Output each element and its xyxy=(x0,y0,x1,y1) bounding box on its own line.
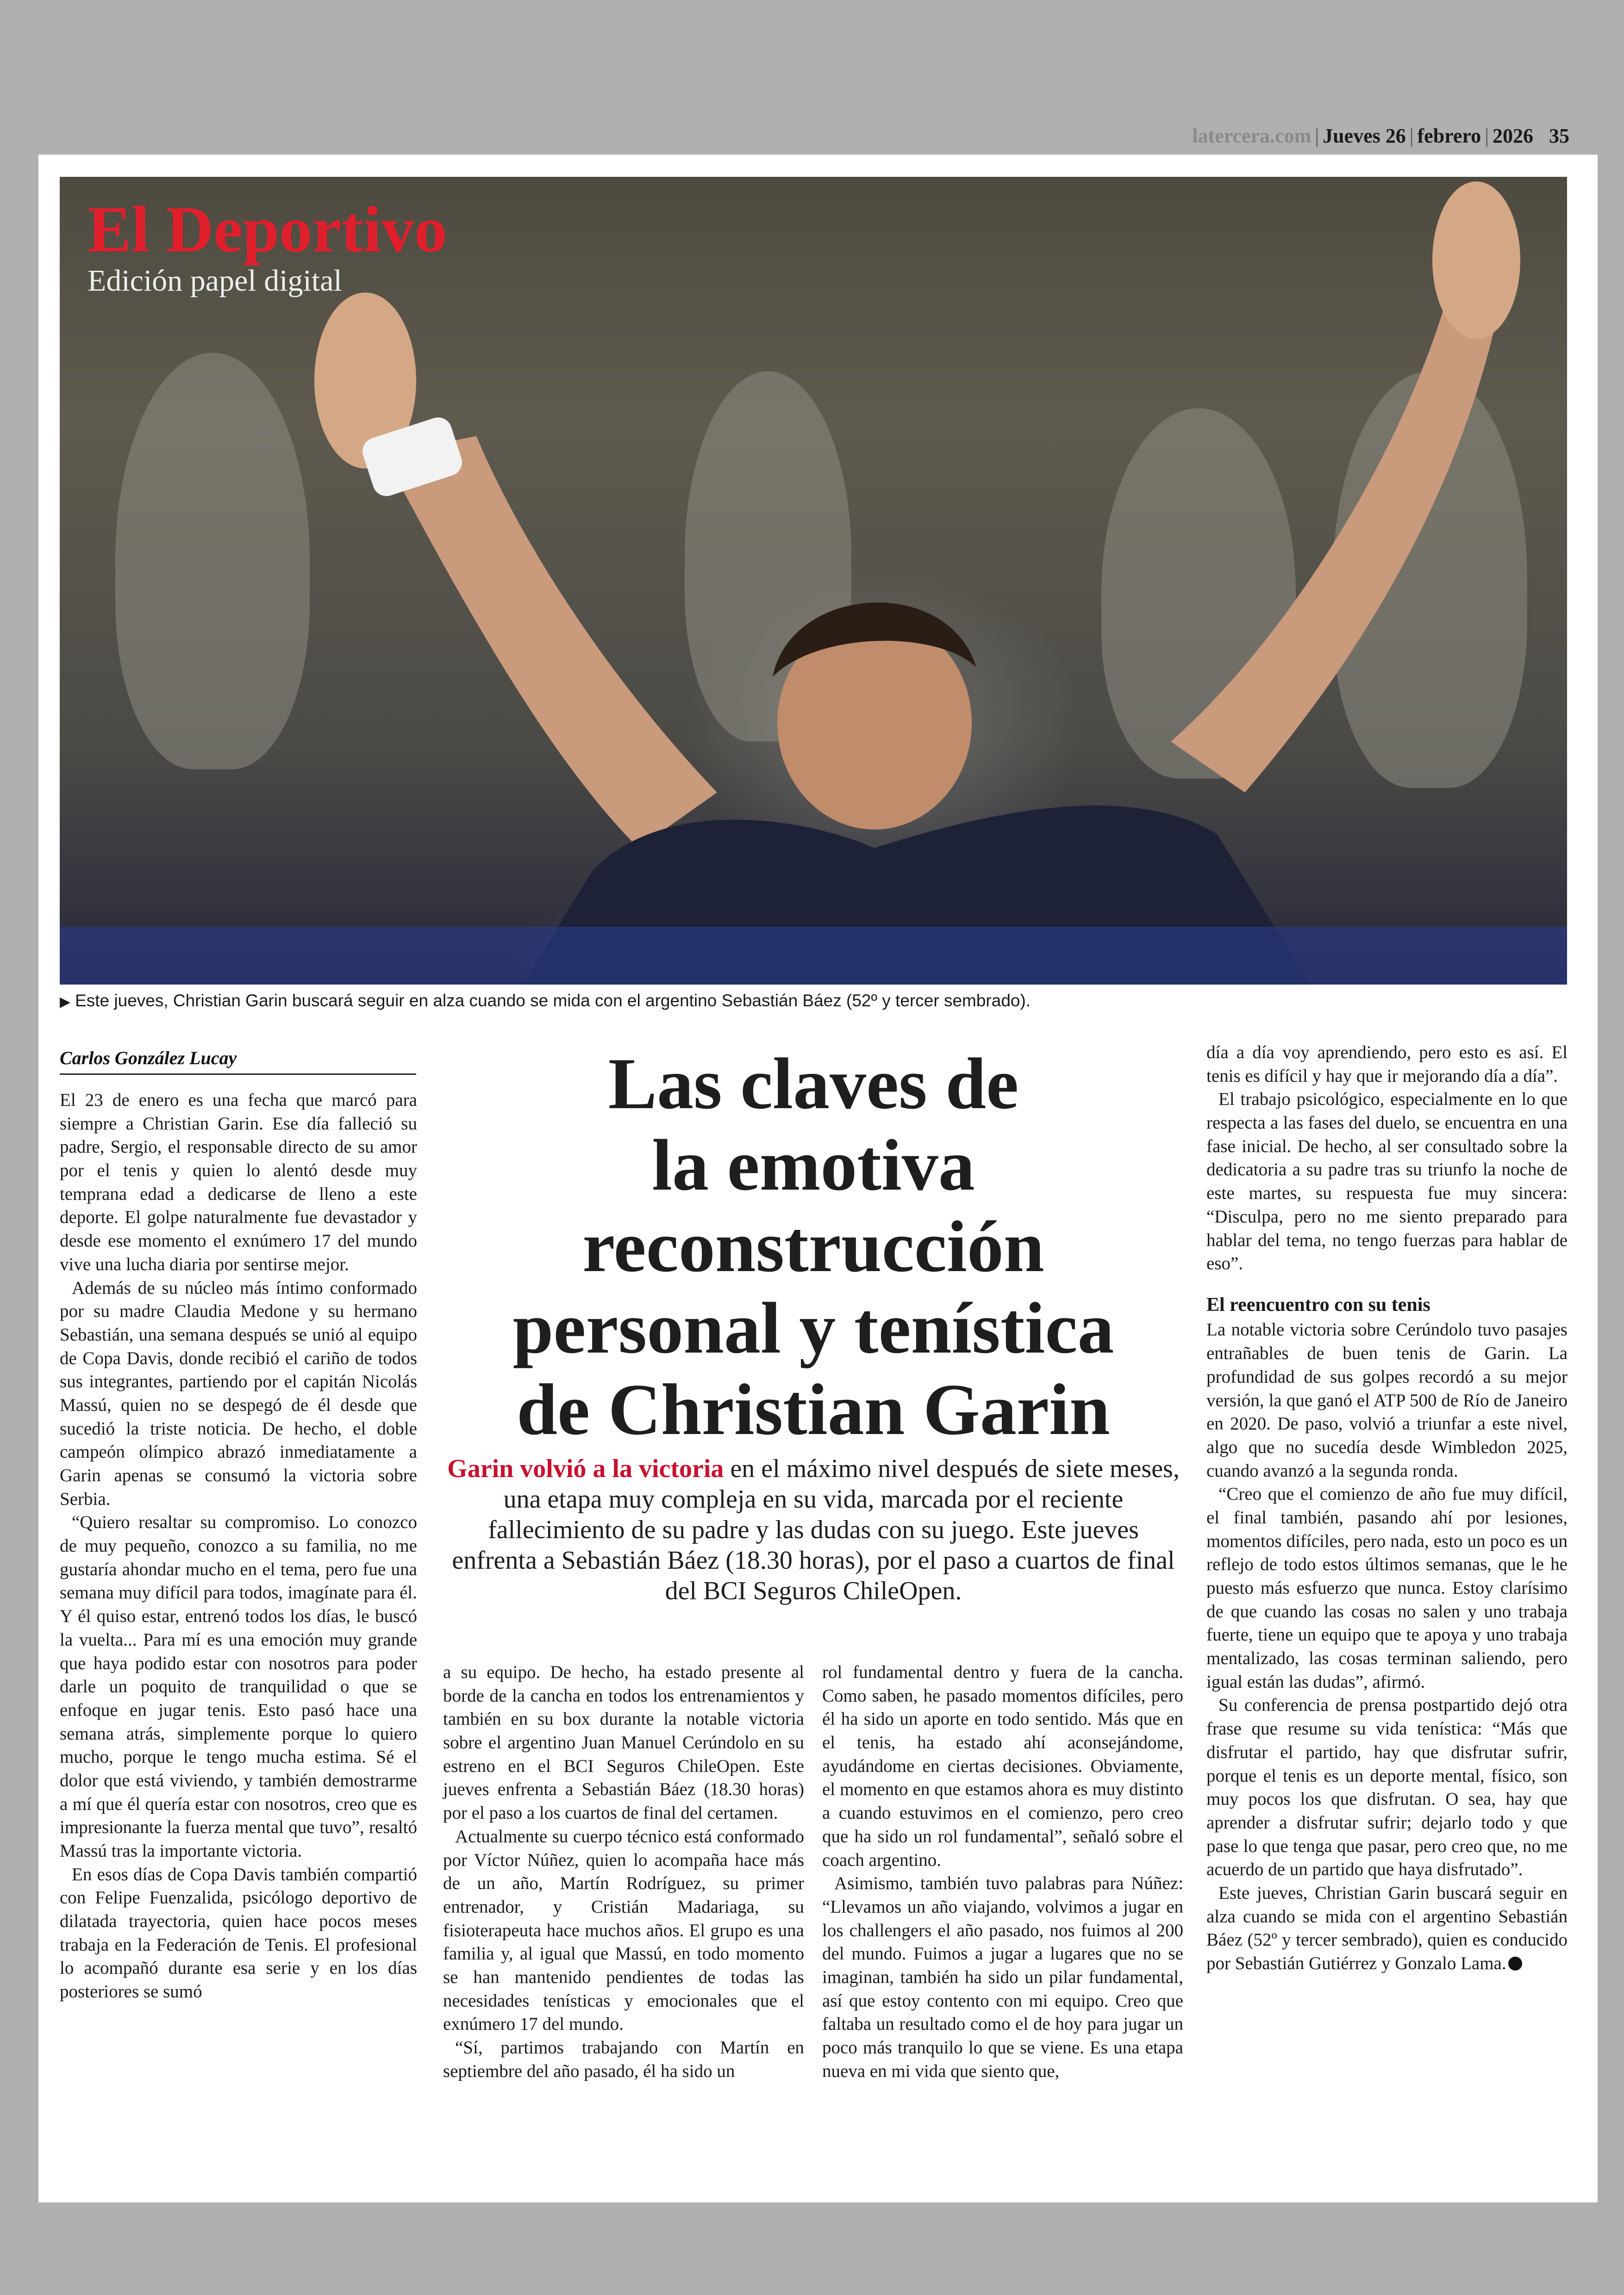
paragraph: Actualmente su cuerpo técnico está conformado por Víctor Núñez, quien lo acompaña hace más de un año, Martín Rodríguez, su primer entrenador, y Cristián Madariaga, su fisioterapeuta hace muchos años. El grupo es una familia y, al igual que Massú, en todo momento se han mantenido pendientes de todas las necesidades tenísticas y emocionales que el exnúmero 17 del mundo. xyxy=(443,1826,804,2034)
caption-text: Este jueves, Christian Garin buscará seguir en alza cuando se mida con el argentino Sebastián Báez (52º y tercer sembrado). xyxy=(75,991,1031,1010)
folio-year: 2026 xyxy=(1493,125,1533,147)
folio-month: febrero xyxy=(1417,125,1481,147)
page-number: 35 xyxy=(1549,125,1569,147)
paragraph: Además de su núcleo más íntimo conformado por su madre Claudia Medone y su hermano Sebastián, una semana después se unió al equipo de Copa Davis, donde recibió el cariño de todos sus integrantes, partiendo por el capitán Nicolás Massú, quien no se despegó de él desde que sucedió la triste noticia. De hecho, el doble campeón olímpico abrazó inmediatamente a Garin apenas se consumó la victoria sobre Serbia. xyxy=(60,1278,417,1509)
dek-text: en el máximo nivel después de siete meses, una etapa muy compleja en su vida, marcada por el reciente fallecimiento de su padre y las dudas con su juego. Este jueves enfrenta a Sebastián Báez (18.30 horas), por el paso a cuartos de final del BCI Seguros ChileOpen. xyxy=(452,1454,1180,1605)
section-subhead: El reencuentro con su tenis xyxy=(1206,1294,1430,1316)
headline-line: personal y tenística xyxy=(512,1288,1114,1369)
paragraph xyxy=(1206,1882,1568,1976)
article-column-2 xyxy=(443,1661,804,2170)
byline: Carlos González Lucay xyxy=(60,1047,416,1075)
paragraph: “Sí, partimos trabajando con Martín en septiembre del año pasado, él ha sido un xyxy=(443,2038,804,2081)
paragraph: a su equipo. De hecho, ha estado presente al borde de la cancha en todos los entrenamientos y también en su box durante la notable victoria sobre el argentino Juan Manuel Cerúndolo en su estreno en el BCI Seguros ChileOpen. Este jueves enfrenta a Sebastián Báez (18.30 horas) por el paso a los cuartos de final del certamen. xyxy=(443,1662,804,1823)
caption-arrow-icon: ▶ xyxy=(60,994,71,1010)
headline-line: la emotiva xyxy=(652,1125,975,1206)
headline-line: reconstrucción xyxy=(582,1206,1044,1287)
paragraph: “Creo que el comienzo de año fue muy difícil, el final también, pasando ahí por lesiones, momentos difíciles, pero nada, esto un poco es un reflejo de todo estos últimos semanas, que le he puesto más esfuerzo que nunca. Estoy clarísimo de que cuando las cosas no salen y uno trabaja fuerte, tiene un equipo que te apoya y uno trabaja mentalizado, las cosas terminan saliendo, pero igual están las dudas”, afirmó. xyxy=(1206,1484,1568,1692)
paragraph: La notable victoria sobre Cerúndolo tuvo pasajes entrañables de buen tenis de Garin. La profundidad de sus golpes recordó a su mejor versión, la que ganó el ATP 500 de Río de Janeiro en 2020. De paso, volvió a triunfar a este nivel, algo que no sucedía desde Wimbledon 2025, cuando avanzó a la segunda ronda. xyxy=(1206,1320,1568,1481)
newspaper-page xyxy=(38,155,1598,2202)
headline-line: de Christian Garin xyxy=(517,1369,1110,1450)
headline xyxy=(443,1043,1184,1451)
folio-separator: | xyxy=(1315,125,1319,147)
player-silhouette xyxy=(60,177,1567,985)
paragraph: rol fundamental dentro y fuera de la cancha. Como saben, he pasado momentos difíciles, pero él ha sido un aporte en todo sentido. Más que en el tenis, ha estado ahí aconsejándome, ayudándome en ciertas decisiones. Obviamente, el momento en que estamos ahora es muy distinto a cuando estuvimos en el comienzo, pero creo que ha sido un rol fundamental”, señaló sobre el coach argentino. xyxy=(822,1662,1183,1870)
brand-subtitle: Edición papel digital xyxy=(87,264,342,298)
article-column-3 xyxy=(822,1661,1183,2170)
paragraph: día a día voy aprendiendo, pero esto es así. El tenis es difícil y hay que ir mejorando día a día”. xyxy=(1206,1042,1568,1086)
article-dek xyxy=(443,1453,1184,1606)
brand-name: El Deportivo xyxy=(87,193,447,266)
paragraph: En esos días de Copa Davis también compartió con Felipe Fuenzalida, psicólogo deportivo de dilatada trayectoria, quien hace pocos meses trabaja en la Federación de Tenis. El profesional lo acompañó durante esa serie y en los días posteriores se sumó xyxy=(60,1864,417,2002)
paragraph: El 23 de enero es una fecha que marcó para siempre a Christian Garin. Ese día falleció su padre, Sergio, el responsable directo de su amor por el tenis y quien lo alentó desde muy temprana edad a dedicarse de lleno a este deporte. El golpe naturalmente fue devastador y desde ese momento el exnúmero 17 del mundo vive una lucha diaria por sentirse mejor. xyxy=(60,1090,417,1274)
article-column-4 xyxy=(1206,1041,1568,2170)
article-column-1 xyxy=(60,1089,417,2167)
end-of-article-icon xyxy=(1508,1957,1522,1971)
dek-lead: Garin volvió a la victoria xyxy=(447,1454,724,1483)
site-name[interactable]: latercera.com xyxy=(1192,125,1312,147)
paragraph: Su conferencia de prensa postpartido dejó otra frase que resume su vida tenística: “Más que disfrutar el partido, hay que disfrutar sufrir, porque el tenis es un deporte mental, físico, son muy pocos los que disfrutan. O sea, hay que aprender a disfrutar sufrir; dejarlo todo y que pase lo que tenga que pasar, pero creo que, no me acuerdo de un partido que haya disfrutado”. xyxy=(1206,1695,1568,1880)
paragraph: Asimismo, también tuvo palabras para Núñez: “Llevamos un año viajando, volvimos a jugar en los challengers el año pasado, nos fuimos al 200 del mundo. Fuimos a jugar a lugares que no se imaginan, también ha sido un pilar fundamental, así que estoy contento con mi equipo. Creo que faltaba un resultado como el de hoy para jugar un poco más tranquilo lo que se viene. Es una etapa nueva en mi vida que siento que, xyxy=(822,1873,1183,2081)
folio-separator: | xyxy=(1409,125,1414,147)
paragraph: El trabajo psicológico, especialmente en lo que respecta a las fases del duelo, se encuentra en una fase inicial. De hecho, al ser consultado sobre la dedicatoria a su padre tras su triunfo la noche de este martes, su respuesta fue muy sincera: “Disculpa, pero no me siento preparado para hablar del tema, no tengo fuerzas para hablar de eso”. xyxy=(1206,1089,1568,1274)
folio-separator: | xyxy=(1485,125,1489,147)
paragraph: “Quiero resaltar su compromiso. Lo conozco de muy pequeño, conozco a su familia, no me gustaría ahondar mucho en el tema, pero fue una semana muy difícil para todos, imagínate para él. Y él quiso estar, entrenó todos los días, le buscó la vuelta... Para mí es una emoción muy grande que haya podido estar con nosotros para poder darle un poquito de tranquilidad o que se enfoque en jugar tenis. Esto pasó hace una semana atrás, simplemente porque lo quiero mucho, porque le tengo mucha estima. Sé el dolor que está viviendo, y también demostrarme a mí que él quería estar con nosotros, creo que es impresionante la fuerza mental que tuvo”, resaltó Massú tras la importante victoria. xyxy=(60,1512,417,1861)
paragraph-text: Este jueves, Christian Garin buscará seguir en alza cuando se mida con el argentino Sebastián Báez (52º y tercer sembrado), quien es conducido por Sebastián Gutiérrez y Gonzalo Lama. xyxy=(1206,1883,1568,1974)
headline-line: Las claves de xyxy=(608,1043,1019,1124)
page-folio xyxy=(921,124,1569,148)
lead-photo xyxy=(60,177,1567,985)
photo-caption xyxy=(60,990,1567,1012)
brand-logo xyxy=(87,193,447,298)
folio-day: Jueves 26 xyxy=(1323,125,1406,147)
